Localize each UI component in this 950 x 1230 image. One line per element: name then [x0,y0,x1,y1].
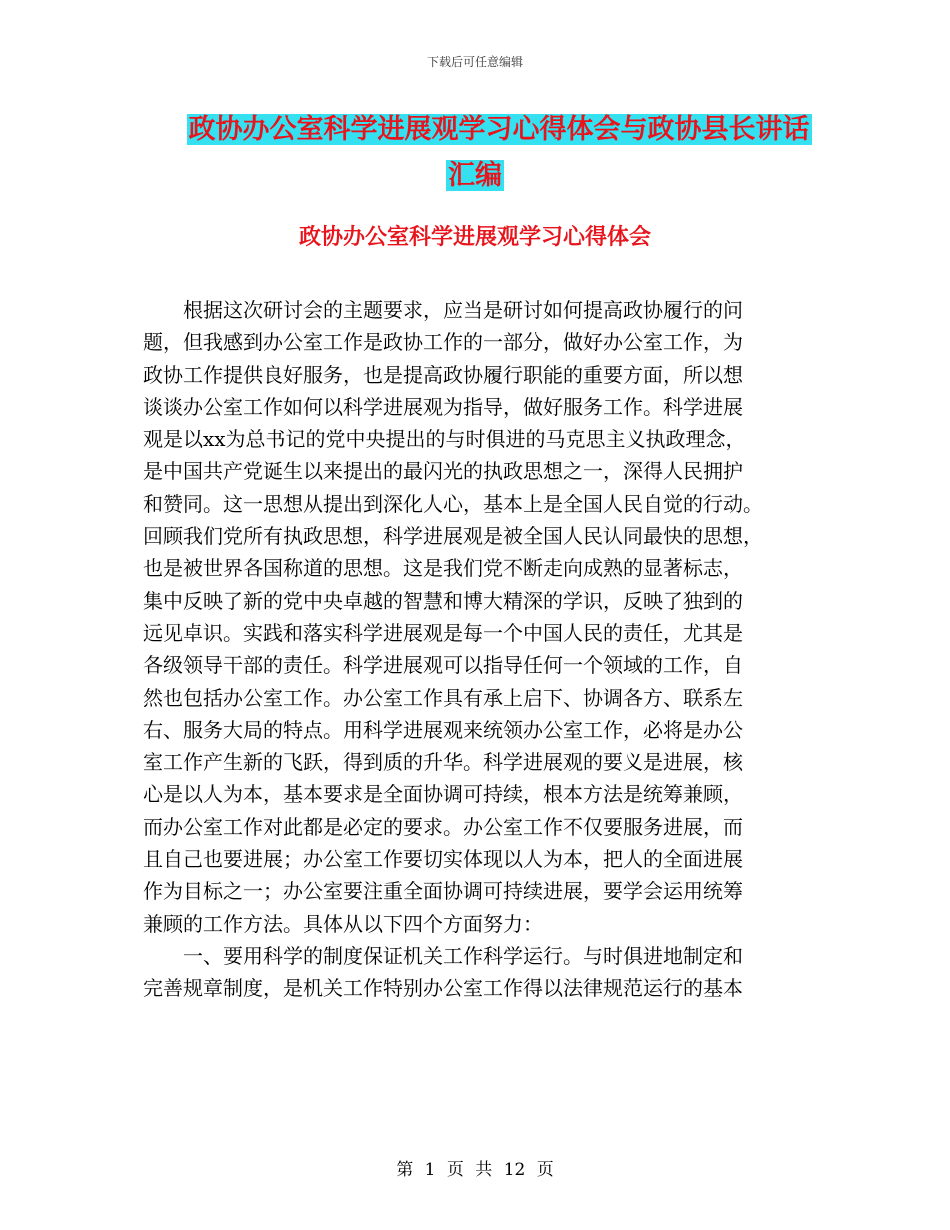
main-title-line-2 [0,156,950,196]
body-line: 兼顾的工作方法。具体从以下四个方面努力： [143,911,543,936]
body-line: 远见卓识。实践和落实科学进展观是每一个中国人民的责任，尤其是 [143,620,743,645]
body-line: 且自己也要进展；办公室工作要切实体现以人为本，把人的全面进展 [143,847,743,872]
body-line: 也是被世界各国称道的思想。这是我们党不断走向成熟的显著标志， [143,556,743,581]
body-line: 右、服务大局的特点。用科学进展观来统领办公室工作，必将是办公 [143,717,743,742]
body-line: 一、要用科学的制度保证机关工作科学运行。与时俱进地制定和 [143,943,743,968]
main-title-text-1: 政协办公室科学进展观学习心得体会与政协县长讲话 [188,114,810,145]
body-line: 根据这次研讨会的主题要求，应当是研讨如何提高政协履行的问 [143,298,743,322]
body-line: 然也包括办公室工作。办公室工作具有承上启下、协调各方、联系左 [143,685,743,710]
body-line: 题，但我感到办公室工作是政协工作的一部分，做好办公室工作，为 [143,330,743,355]
body-line: 心是以人为本，基本要求是全面协调可持续，根本方法是统筹兼顾， [143,782,743,807]
body-line: 观是以xx为总书记的党中央提出的与时俱进的马克思主义执政理念， [143,427,746,452]
body-line: 是中国共产党诞生以来提出的最闪光的执政思想之一，深得人民拥护 [143,459,743,484]
body-line: 回顾我们党所有执政思想，科学进展观是被全国人民认同最快的思想， [143,524,763,549]
main-title-line-1 [0,110,950,150]
page-footer: 第 1 页 共 12 页 [396,1160,554,1180]
body-line: 室工作产生新的飞跃，得到质的升华。科学进展观的要义是进展，核 [143,750,743,775]
body-line: 和赞同。这一思想从提出到深化人心，基本上是全国人民自觉的行动。 [143,491,763,516]
body-line: 完善规章制度，是机关工作特别办公室工作得以法律规范运行的基本 [143,976,743,1001]
body-line: 政协工作提供良好服务，也是提高政协履行职能的重要方面，所以想 [143,362,743,387]
body-line: 集中反映了新的党中央卓越的智慧和博大精深的学识，反映了独到的 [143,588,743,613]
body-line: 谈谈办公室工作如何以科学进展观为指导，做好服务工作。科学进展 [143,394,743,419]
body-text [143,294,803,1005]
main-title-text-2: 汇编 [448,160,502,191]
body-line: 作为目标之一；办公室要注重全面协调可持续进展，要学会运用统筹 [143,879,743,904]
body-line: 而办公室工作对此都是必定的要求。办公室工作不仅要服务进展，而 [143,814,743,839]
header-note: 下载后可任意编辑 [426,55,523,69]
section-title: 政协办公室科学进展观学习心得体会 [298,225,651,250]
body-line: 各级领导干部的责任。科学进展观可以指导任何一个领域的工作，自 [143,653,743,678]
